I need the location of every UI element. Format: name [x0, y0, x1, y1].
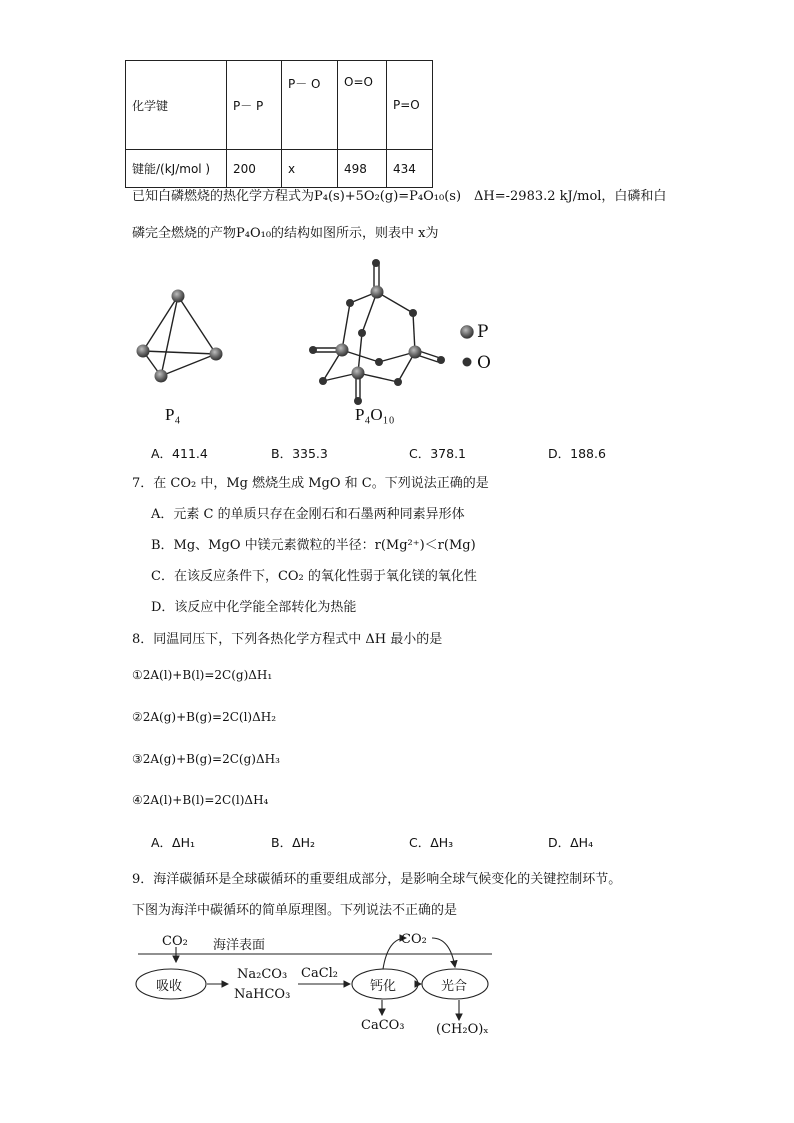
q6-option-a: A．411.4	[151, 446, 208, 461]
table-cell: P=O	[387, 61, 433, 150]
table-cell: 434	[387, 150, 433, 188]
legend-o-label: O	[477, 353, 491, 373]
table-cell: 200	[227, 150, 282, 188]
diagram-ch2o: (CH₂O)ₓ	[436, 1022, 489, 1037]
q6-option-d: D．188.6	[548, 446, 606, 461]
diagram-photosynthesis: 光合	[441, 979, 468, 994]
q9-line2: 下图为海洋中碳循环的简单原理图。下列说法不正确的是	[132, 903, 458, 918]
table-cell: 498	[338, 150, 387, 188]
legend-p-marker	[461, 326, 474, 339]
diagram-sea-surface: 海洋表面	[213, 938, 266, 953]
q8-equation-2: ②2A(g)+B(g)=2C(l)ΔH₂	[132, 710, 277, 724]
table-cell: P－ P	[227, 61, 282, 150]
q6-line2: 磷完全燃烧的产物P₄O₁₀的结构如图所示，则表中 x为	[132, 226, 439, 241]
q7-stem: 7．在 CO₂ 中，Mg 燃烧生成 MgO 和 C。下列说法正确的是	[132, 476, 489, 491]
q8-option-c: C．ΔH₃	[409, 835, 454, 850]
diagram-na2co3: Na₂CO₃	[237, 967, 288, 982]
q8-equation-1: ①2A(l)+B(l)=2C(g)ΔH₁	[132, 668, 273, 682]
q7-option-a: A．元素 C 的单质只存在金刚石和石墨两种同素异形体	[151, 507, 465, 522]
q8-option-d: D．ΔH₄	[548, 835, 594, 850]
q8-option-a: A．ΔH₁	[151, 835, 196, 850]
q9-line1: 9．海洋碳循环是全球碳循环的重要组成部分，是影响全球气候变化的关键控制环节。	[132, 872, 622, 887]
q8-stem: 8．同温同压下，下列各热化学方程式中 ΔH 最小的是	[132, 632, 443, 647]
diagram-nahco3: NaHCO₃	[234, 987, 291, 1002]
table-cell: 键能/(kJ/mol )	[126, 150, 227, 188]
legend-o-marker	[463, 358, 472, 367]
p4-label: P₄	[165, 405, 181, 424]
q8-equation-3: ③2A(g)+B(g)=2C(g)ΔH₃	[132, 752, 280, 766]
q8-equation-4: ④2A(l)+B(l)=2C(l)ΔH₄	[132, 793, 269, 807]
diagram-cacl2: CaCl₂	[301, 966, 339, 981]
legend-p-label: P	[477, 322, 489, 342]
q6-option-c: C．378.1	[409, 446, 467, 461]
q7-option-b: B．Mg、MgO 中镁元素微粒的半径：r(Mg²⁺)＜r(Mg)	[151, 538, 476, 553]
diagram-co2-right: CO₂	[401, 932, 427, 947]
p4-structure-figure	[130, 285, 230, 405]
table-cell: 化学键	[126, 61, 227, 150]
table-row	[126, 150, 433, 188]
diagram-caco3: CaCO₃	[361, 1018, 405, 1033]
table-header-row	[126, 61, 433, 150]
q8-option-b: B．ΔH₂	[271, 835, 316, 850]
legend-markers	[458, 322, 478, 372]
table-cell: P－ O	[282, 61, 338, 150]
p4o10-label: P₄O₁₀	[355, 405, 395, 424]
q7-option-c: C．在该反应条件下，CO₂ 的氧化性弱于氧化镁的氧化性	[151, 569, 477, 584]
table-cell: x	[282, 150, 338, 188]
q6-option-b: B．335.3	[271, 446, 328, 461]
diagram-calcification: 钙化	[370, 979, 397, 994]
q7-option-d: D．该反应中化学能全部转化为热能	[151, 600, 357, 615]
bond-energy-table	[125, 60, 433, 188]
diagram-co2-left: CO₂	[162, 934, 188, 949]
q6-line1: 已知白磷燃烧的热化学方程式为P₄(s)+5O₂(g)=P₄O₁₀(s) ΔH=-2983.2 kJ/mol，白磷和白	[132, 189, 667, 204]
table-cell: O=O	[338, 61, 387, 150]
diagram-absorb: 吸收	[156, 979, 183, 994]
